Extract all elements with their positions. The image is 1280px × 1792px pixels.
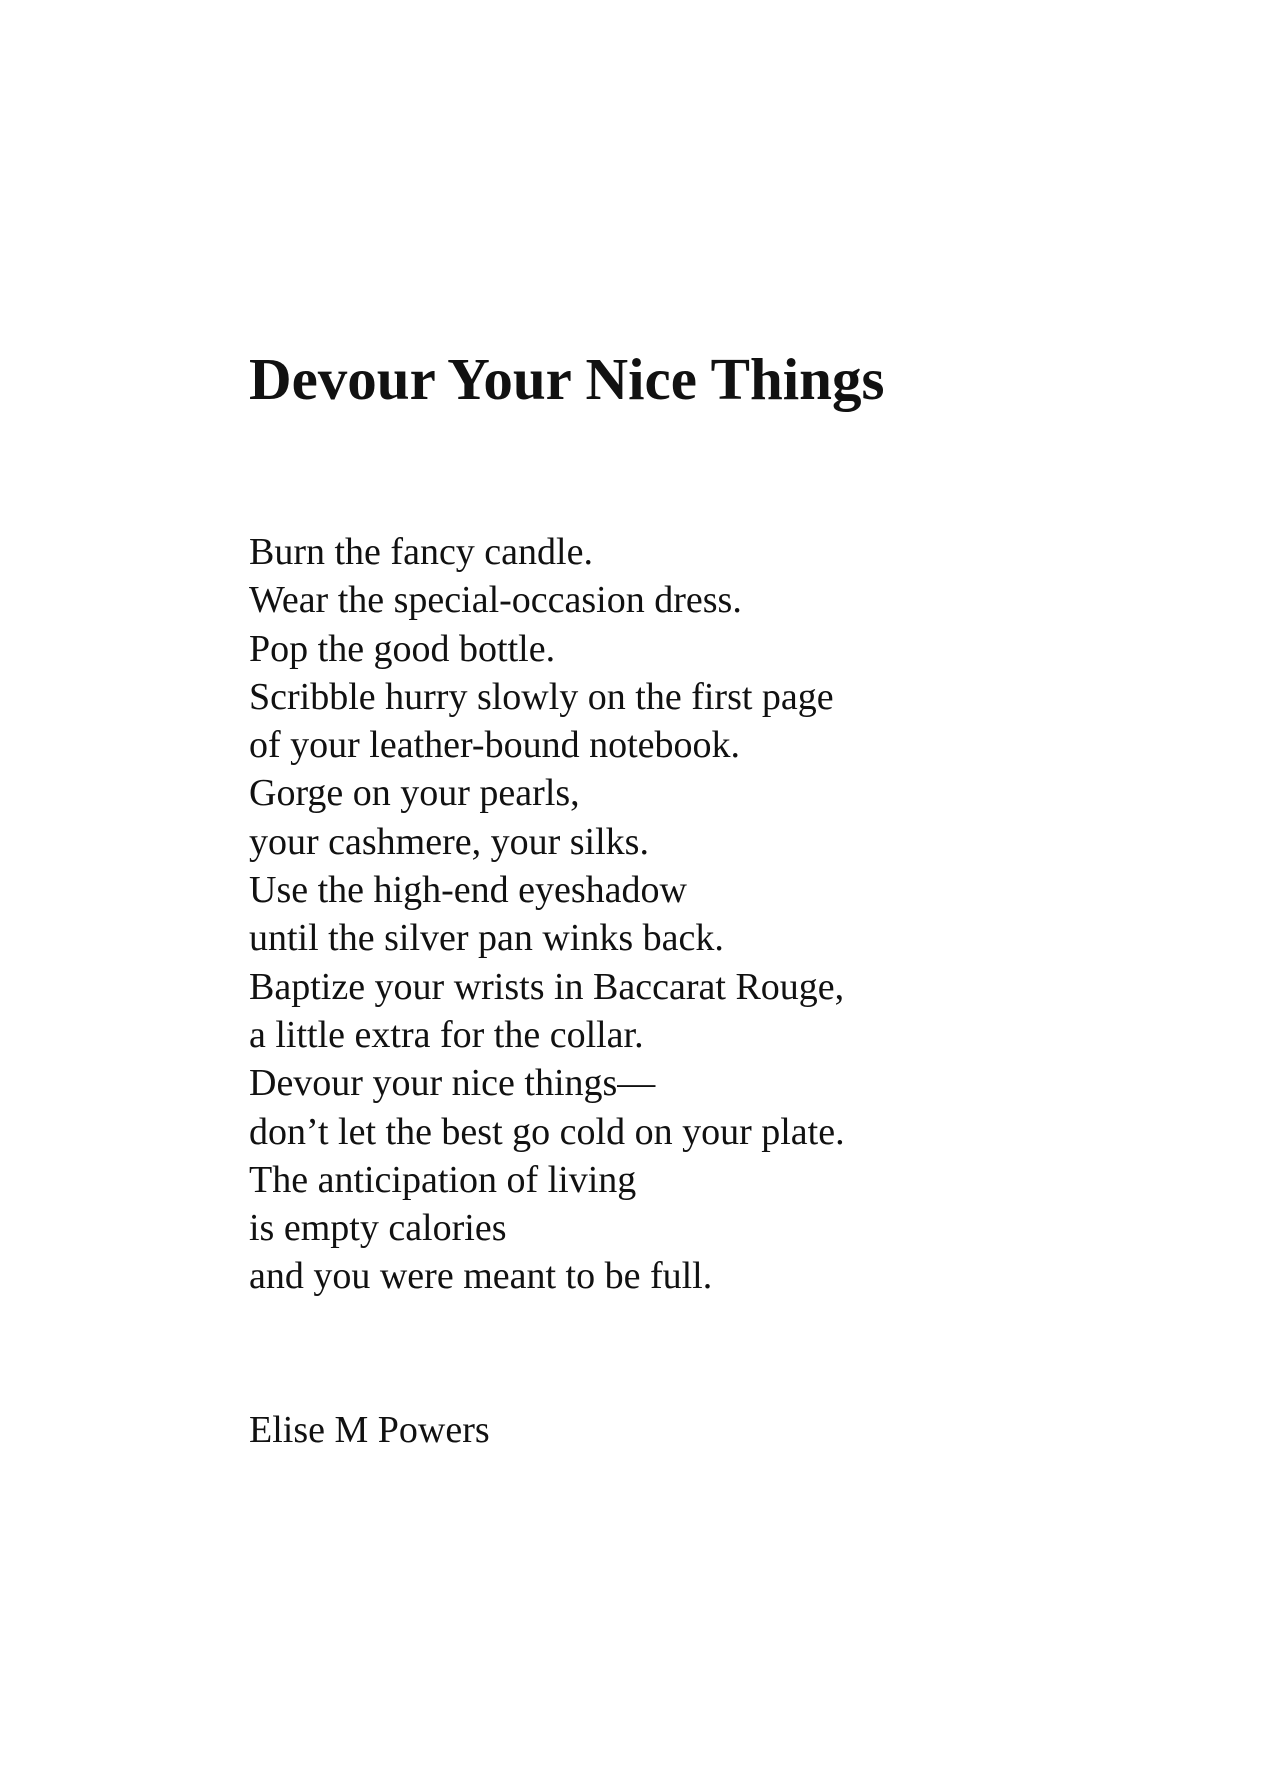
poem-line: The anticipation of living [249, 1158, 637, 1201]
poem-line: Use the high-end eyeshadow [249, 869, 687, 912]
poem-line: until the silver pan winks back. [249, 917, 724, 960]
poem-line: Pop the good bottle. [249, 627, 556, 670]
poem-line: Burn the fancy candle. [249, 531, 593, 573]
poem-body [249, 528, 845, 1301]
poem-line: Wear the special-occasion dress. [249, 579, 742, 622]
poem-author: Elise M Powers [249, 1409, 490, 1451]
poem-line: Baptize your wrists in Baccarat Rouge, [249, 965, 845, 1008]
poem-line: don’t let the best go cold on your plate. [249, 1110, 845, 1153]
poem-line: a little extra for the collar. [249, 1013, 644, 1056]
poem-line: Gorge on your pearls, [249, 772, 580, 815]
poem-line: your cashmere, your silks. [249, 820, 649, 863]
poem-line: Scribble hurry slowly on the first page [249, 675, 834, 718]
poem-line: and you were meant to be full. [249, 1255, 713, 1298]
poem-title: Devour Your Nice Things [249, 346, 885, 412]
poem-line: of your leather-bound notebook. [249, 724, 740, 767]
poem-line: is empty calories [249, 1207, 507, 1250]
poem-line: Devour your nice things— [249, 1062, 656, 1105]
